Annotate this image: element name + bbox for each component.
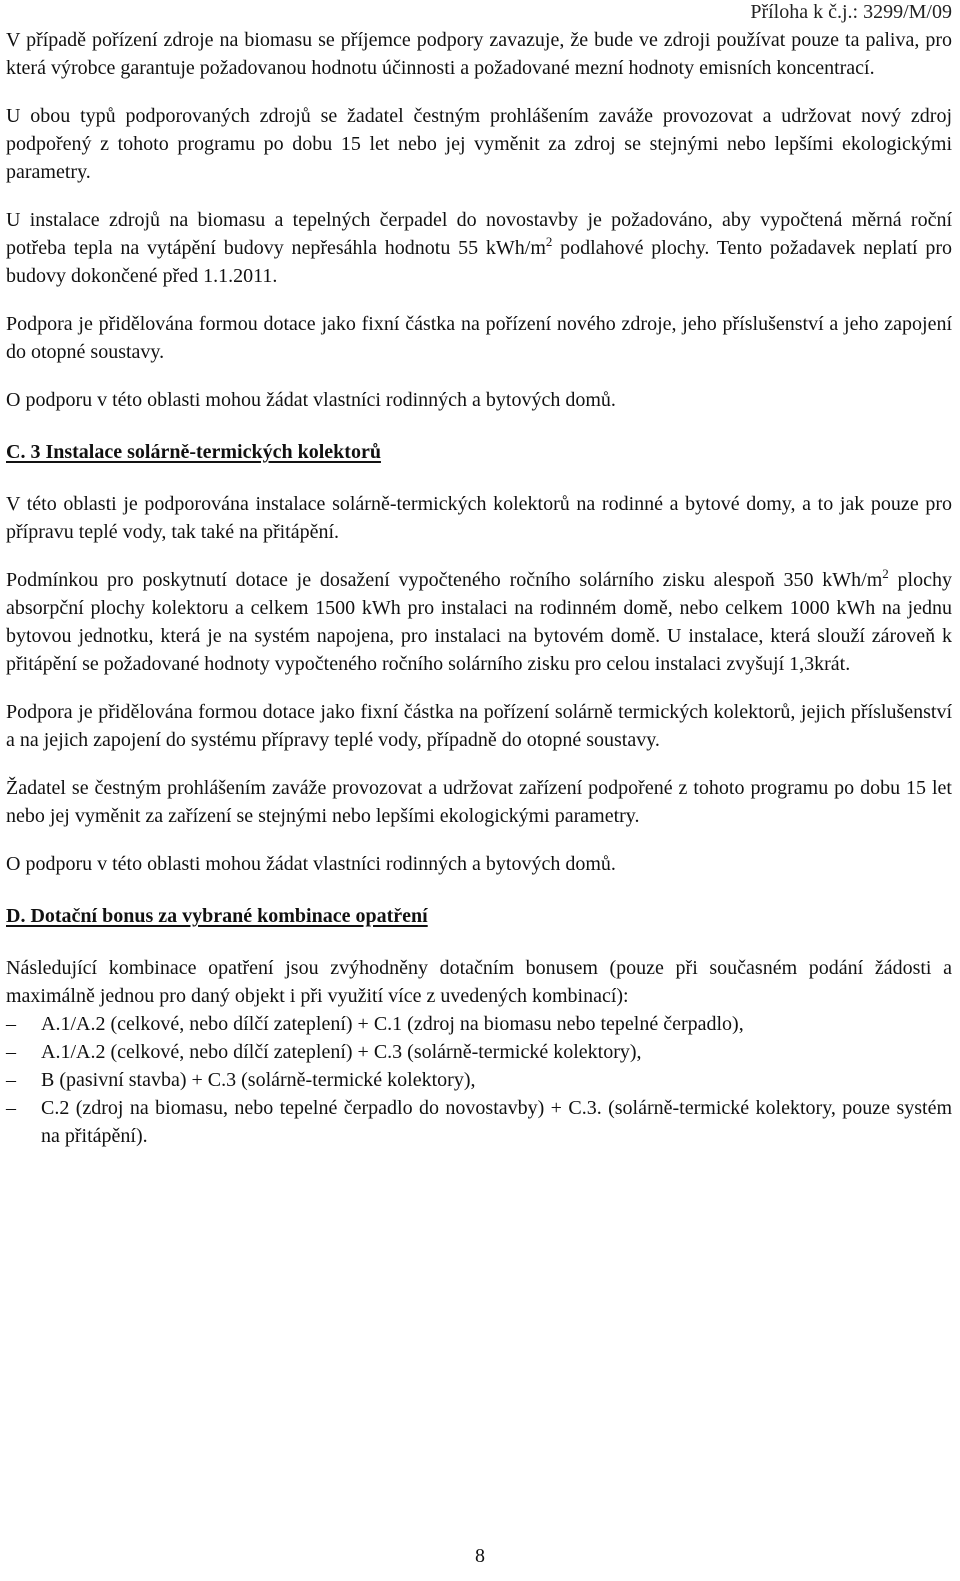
paragraph-c3-support-form: Podpora je přidělována formou dotace jako fixní částka na pořízení solárně termických kolektorů, jejich příslušenství a na jejich zapojení do systému přípravy teplé vody, případně do otopné soustavy. [6, 701, 952, 751]
dash-bullet: – [6, 1041, 16, 1063]
paragraph-eligible-applicants: O podporu v této oblasti mohou žádat vlastníci rodinných a bytových domů. [6, 389, 616, 411]
paragraph-c3-condition [6, 566, 952, 678]
paragraph-biomass-fuel: V případě pořízení zdroje na biomasu se příjemce podpory zavazuje, že bude ve zdroji používat pouze ta paliva, pro která výrobce garantuje požadovanou hodnotu účinnosti a požadované mezní hodnoty emisních koncentrací. [6, 29, 952, 79]
document-body [6, 26, 952, 1150]
superscript: 2 [545, 234, 553, 249]
heading-c3-solar-collectors: C. 3 Instalace solárně-termických kolektorů [6, 441, 381, 463]
paragraph-support-form: Podpora je přidělována formou dotace jako fixní částka na pořízení nového zdroje, jeho příslušenství a jeho zapojení do otopné soustavy. [6, 313, 952, 363]
paragraph-d-intro: Následující kombinace opatření jsou zvýhodněny dotačním bonusem (pouze při současném podání žádosti a maximálně jednou pro daný objekt i při využití více z uvedených kombinací): [6, 957, 952, 1007]
dash-bullet: – [6, 1013, 16, 1035]
combination-list [6, 1010, 952, 1150]
paragraph-c3-scope: V této oblasti je podporována instalace solárně-termických kolektorů na rodinné a bytové domy, a to jak pouze pro přípravu teplé vody, tak také na přitápění. [6, 493, 952, 543]
page-number: 8 [475, 1545, 485, 1567]
list-item [6, 1066, 952, 1094]
list-item [6, 1038, 952, 1066]
list-item-text: A.1/A.2 (celkové, nebo dílčí zateplení) + C.1 (zdroj na biomasu nebo tepelné čerpadlo), [41, 1013, 744, 1035]
dash-bullet: – [6, 1069, 16, 1091]
paragraph-c3-eligible-applicants: O podporu v této oblasti mohou žádat vlastníci rodinných a bytových domů. [6, 853, 616, 875]
heading-d-bonus: D. Dotační bonus za vybrané kombinace opatření [6, 905, 428, 927]
heat-demand-text: U instalace zdrojů na biomasu a tepelných čerpadel do novostavby je požadováno, aby vypočtená měrná roční potřeba tepla na vytápění budovy nepřesáhla hodnotu 55 kWh/m [6, 209, 952, 259]
c3-condition-text: Podmínkou pro poskytnutí dotace je dosažení vypočteného ročního solárního zisku alespoň 350 kWh/m [6, 569, 883, 591]
list-item-text: C.2 (zdroj na biomasu, nebo tepelné čerpadlo do novostavby) + C.3. (solárně-termické kolektory, pouze systém na přitápění). [41, 1097, 952, 1147]
paragraph-c3-commitment: Žadatel se čestným prohlášením zaváže provozovat a udržovat zařízení podpořené z tohoto programu po dobu 15 let nebo jej vyměnit za zařízení se stejnými nebo lepšími ekologickými parametry. [6, 777, 952, 827]
list-item [6, 1094, 952, 1150]
document-reference: Příloha k č.j.: 3299/M/09 [750, 1, 952, 23]
paragraph-operation-commitment: U obou typů podporovaných zdrojů se žadatel čestným prohlášením zaváže provozovat a udržovat nový zdroj podpořený z tohoto programu po dobu 15 let nebo jej vyměnit za zdroj se stejnými nebo lepšími ekologickými parametry. [6, 105, 952, 183]
list-item-text: B (pasivní stavba) + C.3 (solárně-termické kolektory), [41, 1069, 476, 1091]
paragraph-heat-demand [6, 206, 952, 290]
list-item [6, 1010, 952, 1038]
list-item-text: A.1/A.2 (celkové, nebo dílčí zateplení) + C.3 (solárně-termické kolektory), [41, 1041, 642, 1063]
dash-bullet: – [6, 1097, 16, 1119]
heat-demand-text-cont: podlahové plochy. Tento požadavek neplatí pro budovy dokončené před 1.1.2011. [6, 237, 953, 287]
superscript: 2 [882, 566, 889, 581]
c3-condition-text-cont: plochy absorpční plochy kolektoru a celkem 1500 kWh pro instalaci na rodinném domě, nebo celkem 1000 kWh na jednu bytovou jednotku, která je na systém napojena, pro instalaci na bytovém domě. U instalace, která slouží zároveň k přitápění se požadované hodnoty vypočteného ročního solárního zisku pro celou instalaci zvyšují 1,3krát. [6, 569, 952, 675]
